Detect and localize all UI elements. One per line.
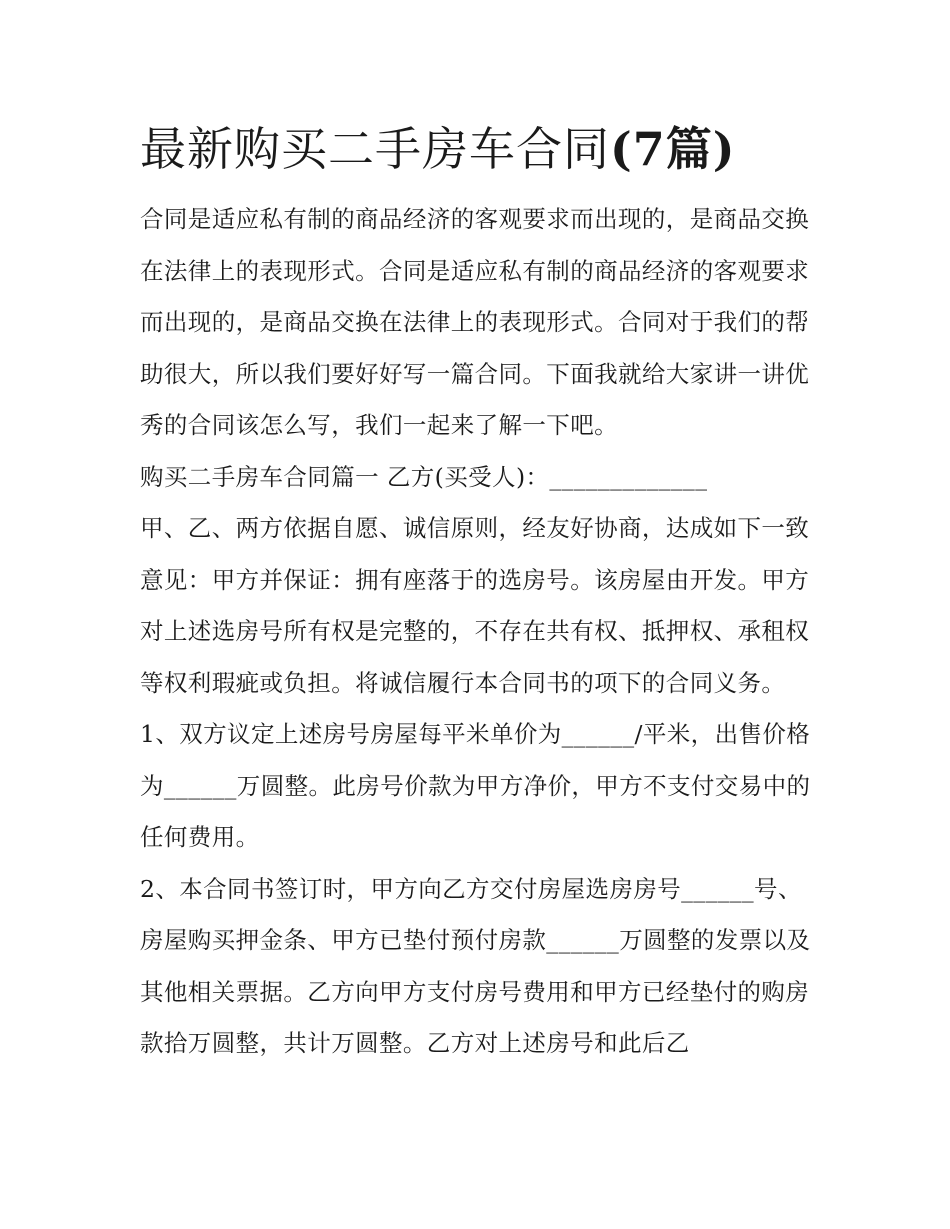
document-title [140, 118, 812, 180]
clause-2: 2、本合同书签订时，甲方向乙方交付房屋选房房号______号、房屋购买押金条、甲方已垫付预付房款______万圆整的发票以及其他相关票据。乙方向甲方支付房号费用和甲方已经垫付的购房款拾万圆整，共计万圆整。乙方对上述房号和此后乙 [140, 874, 811, 1057]
title-main: 最新购买二手房车合同 [140, 122, 610, 176]
clause-1: 1、双方议定上述房号房屋每平米单价为______/平米，出售价格为______万圆整。此房号价款为甲方净价，甲方不支付交易中的任何费用。 [140, 720, 811, 851]
intro-paragraph: 合同是适应私有制的商品经济的客观要求而出现的，是商品交换在法律上的表现形式。合同是适应私有制的商品经济的客观要求而出现的，是商品交换在法律上的表现形式。合同对于我们的帮助很大，所以我们要好好写一篇合同。下面我就给大家讲一讲优秀的合同该怎么写，我们一起来了解一下吧。 [140, 205, 810, 439]
agreement-paragraph: 甲、乙、两方依据自愿、诚信原则，经友好协商，达成如下一致意见：甲方并保证：拥有座落于的选房号。该房屋由开发。甲方对上述选房号所有权是完整的，不存在共有权、抵押权、承租权等权利瑕疵或负担。将诚信履行本合同书的项下的合同义务。 [140, 514, 810, 697]
section-heading-1: 购买二手房车合同篇一 乙方(买受人)：_____________ [140, 462, 708, 491]
title-suffix: (7篇) [610, 122, 736, 176]
document-page [140, 118, 812, 1070]
